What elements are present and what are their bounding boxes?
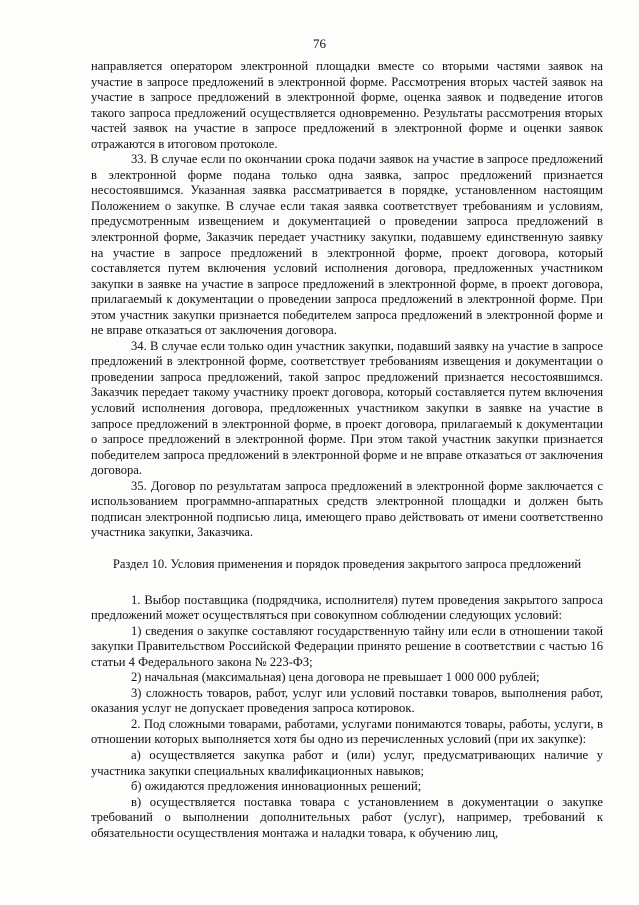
paragraph-condition-2: 2) начальная (максимальная) цена договора не превышает 1 000 000 рублей; <box>131 670 540 685</box>
paragraph-subitem-a: а) осуществляется закупка работ и (или) услуг, предусматривающих наличие у участника закупки специальных квалификационных навыков; <box>91 747 603 778</box>
paragraph-clause-33: 33. В случае если по окончании срока подачи заявок на участие в запросе предложений в электронной форме подана только одна заявка, запрос предложений признается несостоявшимся. Указанная заявка рассматривается в порядке, установленном настоящим Положением о закупке. В случае если такая заявка соответствует требованиям и условиям, предусмотренным извещением и документацией о проведении запроса предложений в электронной форме, Заказчик передает участнику закупки, подавшему единственную заявку на участие в запросе предложений в электронной форме, проект договора, который составляется путем включения условий исполнения договора, предложенных участником закупки в заявке на участие в запросе предложений в электронной форме, в проект договора, прилагаемый к документации о проведении запроса предложений в электронной форме. При этом участник закупки признается победителем запроса предложений в электронной форме и не вправе отказаться от заключения договора. <box>91 152 603 338</box>
paragraph-subitem-v: в) осуществляется поставка товара с установлением в документации о закупке требований о выполнении дополнительных работ (услуг), например, требований к обязательности осуществления монтажа и наладки товара, к обучению лиц, <box>91 794 603 840</box>
paragraph-condition-1: 1) сведения о закупке составляют государственную тайну или если в отношении такой закупки Правительством Российской Федерации принято решение в соответствии с частью 16 статьи 4 Федерального закона № 223-ФЗ; <box>91 623 603 669</box>
page-number: 76 <box>313 36 326 51</box>
document-body <box>91 59 603 841</box>
paragraph-condition-3: 3) сложность товаров, работ, услуг или условий поставки товаров, выполнения работ, оказания услуг не допускает проведения запроса котировок. <box>91 685 603 716</box>
paragraph-section-item-1: 1. Выбор поставщика (подрядчика, исполнителя) путем проведения закрытого запроса предложений может осуществляться при совокупном соблюдении следующих условий: <box>91 592 603 623</box>
paragraph-clause-34: 34. В случае если только один участник закупки, подавший заявку на участие в запросе предложений в электронной форме, соответствует требованиям извещения и документации о проведении запроса предложений, такой запрос предложений признается несостоявшимся. Заказчик передает такому участнику проект договора, который составляется путем включения условий исполнения договора, предложенных участником закупки в заявке на участие в запросе предложений в электронной форме, в проект договора, прилагаемый к документации о запросе предложений в электронной форме. При этом такой участник закупки признается победителем запроса предложений в электронной форме и не вправе отказаться от заключения договора. <box>91 338 603 478</box>
paragraph-continuation: направляется оператором электронной площадки вместе со вторыми частями заявок на участие в запросе предложений в электронной форме. Рассмотрения вторых частей заявок на участие в запросе предложений в электронной форме, оценка заявок и подведение итогов такого запроса предложений осуществляется одновременно. Результаты рассмотрения вторых частей заявок на участие в запросе предложений в электронной форме и оценки заявок отражаются в итоговом протоколе. <box>91 59 603 151</box>
paragraph-clause-35: 35. Договор по результатам запроса предложений в электронной форме заключается с использованием программно-аппаратных средств электронной площадки и должен быть подписан электронной подписью лица, имеющего право действовать от имени соответственно участника закупки, Заказчика. <box>91 478 603 540</box>
section-title: Раздел 10. Условия применения и порядок проведения закрытого запроса предложений <box>112 556 582 571</box>
paragraph-subitem-b: б) ожидаются предложения инновационных решений; <box>131 779 422 794</box>
paragraph-section-item-2: 2. Под сложными товарами, работами, услугами понимаются товары, работы, услуги, в отношении которых выполняется хотя бы одно из перечисленных условий (при их закупке): <box>91 716 603 747</box>
